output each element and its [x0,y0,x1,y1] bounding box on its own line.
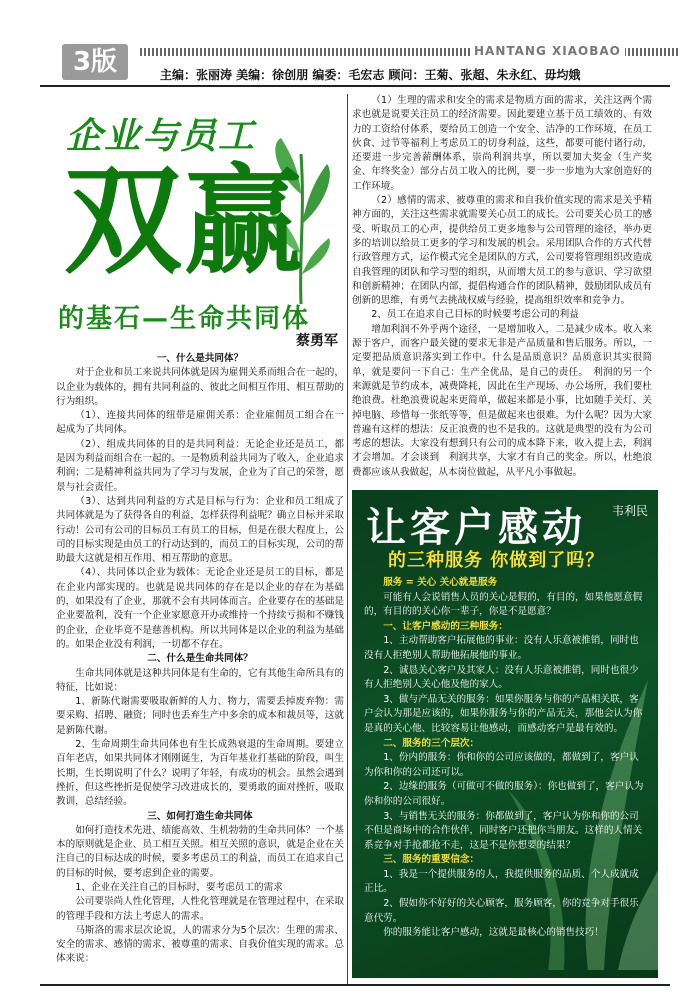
highlight-heading: 三、服务的重要信念： [383,854,480,866]
section-heading: 三、如何打造生命共同体 [147,810,253,822]
paragraph: 2、诚恳关心客户及其家人：没有人乐意被推销，同时也很少有人拒绝别人关心他及他的家人。 [364,664,639,691]
paragraph: 可能有人会说销售人员的关心是假的，有目的，如果他愿意假的，有目的的关心你一辈子，你是不是愿意？ [364,591,643,618]
highlight-heading: 二、服务的三个层次： [383,737,480,749]
paragraph: 1、主动帮助客户拓展他的事业：没有人乐意被推销，同时也没有人拒绝别人帮助他拓展他的事业。 [364,635,639,661]
article-left-column [56,94,344,982]
paragraph: 3、与销售无关的服务：你都做到了，客户认为你和你的公司不但是商场中的合作伙伴，同时客户还把你当朋友。这样的人情关系竞争对手抢都抢不走，这是不是你想要的结果？ [364,810,643,851]
paragraph: 马斯洛的需求层次论说，人的需求分为5个层次：生理的需求、安全的需求、感情的需求、被尊重的需求、自我价值实现的需求。总体来说： [56,924,344,965]
footer-rule [40,984,670,986]
box-author: 韦利民 [611,504,648,518]
section-heading: 一、什么是共同体？ [156,353,244,364]
paragraph: （3）、达到共同利益的方式是目标与行为：企业和员工组成了共同体就是为了获得各自的利益，怎样获得利益呢？确立目标并采取行动！公司有公司的目标员工有员工的目标，但是在很大程度上，公司的目标实现是由员工的行动达到的，而员工的目标实现，公司的帮助最大这就是相互作用、相互帮助的意思。 [56,495,344,565]
article-title-block [56,94,344,349]
paragraph: 公司要崇尚人性化管理，人性化管理就是在管理过程中，在采取的管理手段和方法上考虑人的需求。 [56,896,344,922]
article-title-sub: 的基石—生命共同体 [58,304,311,334]
paragraph: 3、做与产品无关的服务：如果你服务与你的产品相关联，客户会认为那是应该的，如果你服务与你的产品无关，那他会认为你是真的关心他、比较容易让他感动，而感动客户是最有效的。 [364,693,643,734]
column-divider [347,94,348,984]
paragraph: 2、生命周期生命共同体也有生长成熟衰退的生命周期。要建立百年老店，如果共同体才刚刚诞生，为百年基业打基础的阶段，叫生长期，生长期说明了什么？说明了年轻，有成功的机会。虽然会遇到挫折，但这些挫折是促使学习改进成长的，要勇敢的面对挫折，吸取教训，总结经验。 [56,739,344,808]
publication-name: HANTANG XIAOBAO [470,44,625,58]
highlight-heading: 服务 = 关心 关心就是服务 [383,577,498,588]
page-header [0,0,700,90]
article-body-right [352,94,652,486]
customer-service-article-box [352,490,658,978]
paragraph: （2）、组成共同体的目的是共同利益：无论企业还是员工，都是因为利益而组合在一起的。一是物质利益共同为了收入，企业追求利润；二是精神利益共同为了学习与发展，企业为了自己的荣誉，愿景与社会责任。 [56,438,344,493]
paragraph: （4）、共同体以企业为载体：无论企业还是员工的目标，都是在企业内部实现的。也就是说共同体的存在是以企业的存在为基础的，如果没有了企业，那就不会有共同体而言。企业要存在的基础是企业要盈利，没有一个企业家愿意开办或维持一个持续亏损和不赚钱的企业，企业毕竟不是慈善机构。所以共同体是以企业的利益为基础的。如果企业没有利润，一切都不存在。 [56,567,344,650]
paragraph: 2、假如你不好好的关心顾客，服务顾客，你的竞争对手很乐意代劳。 [364,898,639,924]
paragraph: 增加利润不外乎两个途径，一是增加收入，二是减少成本。收入来源于客户，而客户最关键的要求无非是产品质量和售后服务。所以，一定要把品质意识落实到工作中。什么是品质意识？品质意识其实很简单，就是要问一下自己：生产全优品，是自己的责任。 利润的另一个来源就是节约成本，减费降耗，因此在生产现场、办公场所，我们要杜绝浪费。杜绝浪费说起来更简单，做起来都是小事，比如随手关灯、关掉电脑、珍惜每一张纸等等，但是做起来也很难。为什么呢？因为大家普遍有这样的想法：反正浪费的也不是我的。这就是典型的没有为公司考虑的想法。大家没有想到只有公司的成本降下来，收入提上去，利润才会增加。才会谈到 利润共享，大家才有自己的奖金。所以，杜绝浪费都应该从我做起，从本岗位做起，从平凡小事做起。 [352,323,652,478]
paragraph: 对于企业和员工来说共同体就是因为雇佣关系而组合在一起的，以企业为载体的，拥有共同利益的、彼此之间相互作用、相互帮助的行为组织。 [56,367,344,407]
paragraph: 生命共同体就是这种共同体是有生命的，它有其他生命所具有的特征，比如说： [56,667,344,693]
section-heading: 二、什么是生命共同体？ [147,653,253,665]
paragraph: （2）感情的需求、被尊重的需求和自我价值实现的需求是关乎精神方面的，关注这些需求就需要关心员工的成长。公司要关心员工的感受、听取员工的心声，提供给员工更多地参与公司管理的途径，举办更多的培训以给员工更多的学习和发展的机会。采用团队合作的方式代替行政管理方式，运作模式完全是团队的方式，公司要将管理组织改造成自我管理的团队和学习型的组织，从而增大员工的参与意识、学习欲望和创新精神；在团队内部，提倡构通合作的团队精神，鼓励团队成员有创新的思维，有勇气去挑战权威与经验，提高组织效率和竞争力。 [352,195,652,307]
article-title-top: 企业与员工 [66,115,257,157]
article-title-big: 双赢 [64,152,305,290]
paragraph: 1、新陈代谢需要吸取新鲜的人力、物力，需要丢掉废弃物：需要采购、招聘、融资；同时也丢弃生产中多余的成本和裁员等，这就是新陈代谢。 [56,696,344,736]
box-subtitle: 的三种服务 你做到了吗？ [388,550,605,571]
paragraph: 2、边缘的服务（可做可不做的服务）：你也做到了，客户认为你和你的公司很好。 [364,781,644,807]
paragraph: 1、我是一个提供服务的人，我提供服务的品质、个人成就成正比。 [364,868,639,895]
paragraph: 2、员工在追求自己目标的时候要考虑公司的利益 [371,309,579,321]
paragraph: 如何打造技术先进、绩能高效、生机勃勃的生命共同体？一个基本的原则就是企业、员工相互关照。相互关照的意识，就是企业在关注自己的目标达成的时候，要多考虑员工的利益，而员工在追求自己的目标的时候，要考虑到企业的需要。 [56,824,344,879]
box-body [364,576,648,941]
box-title: 让客户感动 [366,505,586,551]
paragraph: 你的服务能让客户感动，这就是最核心的销售技巧！ [383,927,604,939]
paragraph: 1、份内的服务：你和你的公司应该做的，都做到了，客户认为你和你的公司还可以。 [364,752,639,778]
paragraph: （1）生理的需求和安全的需求是物质方面的需求，关注这两个需求也就是说要关注员工的经济需要。因此要建立基于员工绩效的、有效力的工资给付体系，要给员工创造一个安全、洁净的工作环境，在员工伙食、过节等福利上考虑员工的切身利益，这些，都要可能付诸行动，还要进一步完善薪酬体系，崇尚利润共享，所以要加大奖金（生产奖金、年终奖金）部分占员工收入的比例，要一步一步地为大家创造好的工作环境。 [352,95,652,192]
paragraph: 1、企业在关注自己的目标时，要考虑员工的需求 [75,881,283,893]
header-rule [40,85,670,87]
article-body-left [56,352,344,967]
highlight-heading: 一、让客户感动的三种服务： [383,620,508,632]
staff-line: 主编：张丽涛 美编：徐创朋 编委：毛宏志 顾问：王菊、张超、朱永红、毋均娥 [160,68,581,82]
page-number: 3版 [62,44,128,80]
article-author: 蔡勇军 [296,333,338,349]
paragraph: （1）、连接共同体的纽带是雇佣关系：企业雇佣员工组合在一起成为了共同体。 [56,410,344,436]
